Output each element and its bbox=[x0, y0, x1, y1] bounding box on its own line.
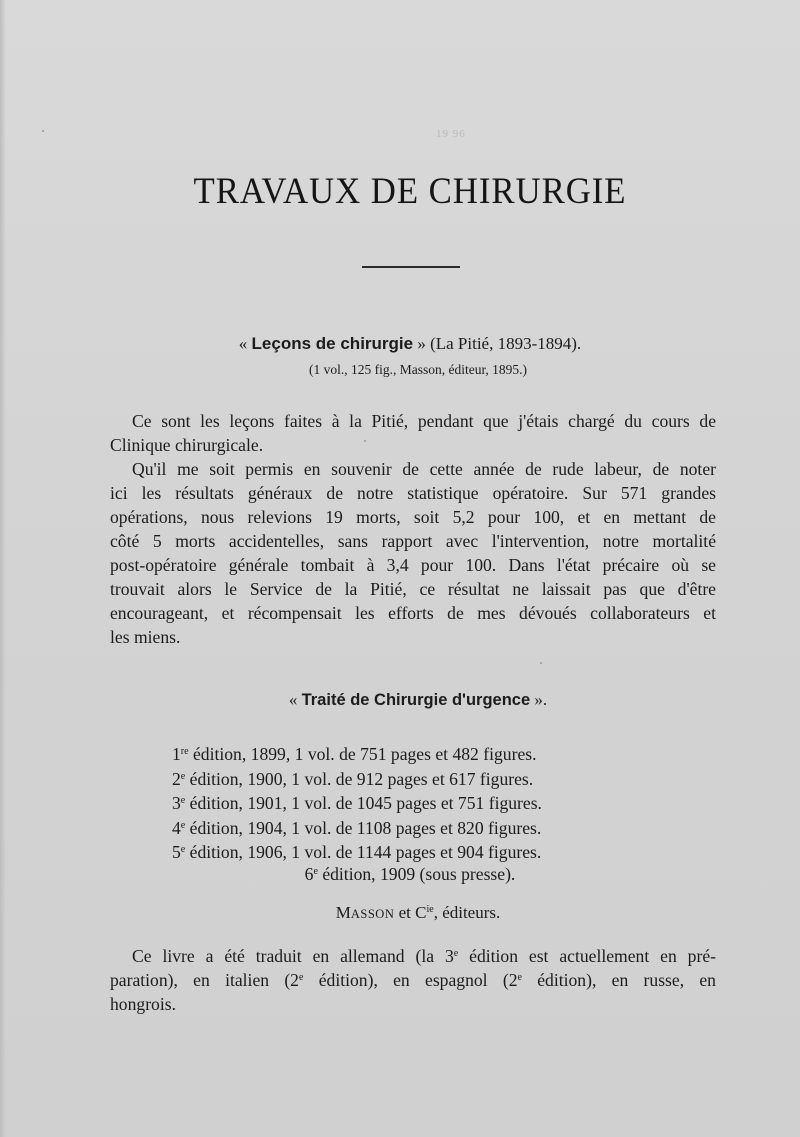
paper-speck bbox=[540, 662, 542, 664]
paragraph-statistics bbox=[110, 457, 716, 649]
paragraph-line: opérations, nous relevions 19 morts, soit 5,2 pour 100, et en mettant de bbox=[110, 507, 716, 527]
paragraph-lecons bbox=[110, 409, 716, 457]
paragraph-line: ici les résultats généraux de notre statistique opératoire. Sur 571 grandes bbox=[110, 483, 716, 503]
lecons-heading bbox=[0, 334, 800, 354]
edition-ordinal: e bbox=[180, 770, 186, 782]
traite-title: Traité de Chirurgie d'urgence bbox=[301, 691, 531, 709]
page-number: 19 96 bbox=[436, 128, 466, 140]
edition-row bbox=[172, 840, 542, 865]
edition-number: 2 bbox=[172, 768, 181, 789]
publisher-cie: ie bbox=[426, 904, 434, 915]
edition-row bbox=[172, 742, 542, 767]
paragraph-line: les miens. bbox=[110, 627, 181, 647]
paragraph-line: côté 5 morts accidentelles, sans rapport avec l'intervention, notre mortalité bbox=[110, 531, 716, 551]
edition-row bbox=[172, 791, 542, 816]
publisher-name-rest: ASSON bbox=[350, 907, 395, 921]
lecons-close-quote: » bbox=[417, 334, 426, 353]
paragraph-line: post-opératoire générale tombait à 3,4 pour 100. Dans l'état précaire où se bbox=[110, 555, 716, 575]
edition-number: 3 bbox=[172, 793, 181, 813]
edition-number: 5 bbox=[172, 842, 181, 862]
page-title: TRAVAUX DE CHIRURGIE bbox=[193, 171, 627, 212]
edition-ordinal: re bbox=[180, 746, 189, 757]
paragraph-line: trouvait alors le Service de la Pitié, ce résultat ne laissait pas que d'être bbox=[110, 579, 716, 599]
edition-text: édition, 1901, 1 vol. de 1045 pages et 751 figures. bbox=[189, 793, 542, 813]
edition-ordinal: e bbox=[180, 795, 186, 806]
paper-speck bbox=[364, 440, 366, 442]
ordinal-sup: e bbox=[453, 948, 459, 959]
paragraph-line: Qu'il me soit permis en souvenir de cette année de rude labeur, de noter bbox=[132, 459, 716, 479]
edition-ordinal: e bbox=[313, 866, 318, 877]
line-text: édition), en espagnol (2 bbox=[303, 970, 518, 990]
paragraph-line: hongrois. bbox=[110, 994, 176, 1014]
edition-text: édition, 1904, 1 vol. de 1108 pages et 820 figures. bbox=[189, 817, 542, 838]
edition-text: édition, 1906, 1 vol. de 1144 pages et 904 figures. bbox=[189, 842, 542, 862]
paragraph-line: Ce sont les leçons faites à la Pitié, pendant que j'étais chargé du cours de bbox=[132, 411, 716, 431]
publisher-line bbox=[0, 903, 800, 923]
edition-number: 4 bbox=[172, 817, 181, 838]
lecons-details: (La Pitié, 1893-1894). bbox=[430, 334, 582, 353]
lecons-subheading: (1 vol., 125 fig., Masson, éditeur, 1895.) bbox=[308, 362, 528, 377]
line-text: édition est actuellement en pré- bbox=[458, 946, 716, 966]
paragraph-translations bbox=[110, 944, 716, 1016]
paragraph-line bbox=[110, 944, 716, 968]
publisher-et: et C bbox=[398, 903, 427, 922]
lecons-title: Leçons de chirurgie bbox=[251, 334, 414, 353]
edition-ordinal: e bbox=[180, 819, 186, 831]
title-divider bbox=[362, 266, 460, 268]
traite-close-quote: ». bbox=[534, 690, 548, 709]
ordinal-sup: e bbox=[298, 972, 304, 983]
paragraph-line bbox=[110, 968, 716, 992]
edition-text: édition, 1899, 1 vol. de 751 pages et 482 figures. bbox=[192, 744, 537, 764]
publisher-role: , éditeurs. bbox=[433, 903, 501, 922]
line-text: édition), en russe, en bbox=[521, 970, 716, 990]
paper-speck bbox=[42, 130, 44, 132]
paragraph-line: Clinique chirurgicale. bbox=[110, 435, 264, 455]
lecons-open-quote: « bbox=[238, 334, 248, 353]
line-text: paration), en italien (2 bbox=[110, 970, 299, 990]
traite-open-quote: « bbox=[288, 690, 298, 709]
edition-ordinal: e bbox=[180, 844, 186, 855]
edition-number: 6 bbox=[304, 864, 314, 884]
edition-row bbox=[172, 767, 542, 792]
page-edge-shadow bbox=[0, 0, 6, 1137]
paragraph-line: encourageant, et récompensait les efforts de mes dévoués collaborateurs et bbox=[110, 603, 716, 623]
edition-number: 1 bbox=[172, 744, 181, 764]
edition-row bbox=[172, 816, 542, 841]
edition-text: édition, 1909 (sous presse). bbox=[322, 864, 516, 884]
publisher-initial: M bbox=[335, 903, 351, 922]
line-text: Ce livre a été traduit en allemand (la 3 bbox=[132, 946, 454, 966]
edition-row-sixth bbox=[0, 864, 800, 885]
traite-heading bbox=[0, 690, 800, 710]
editions-list bbox=[172, 742, 542, 865]
ordinal-sup: e bbox=[517, 972, 522, 983]
edition-text: édition, 1900, 1 vol. de 912 pages et 617 figures. bbox=[189, 768, 534, 789]
